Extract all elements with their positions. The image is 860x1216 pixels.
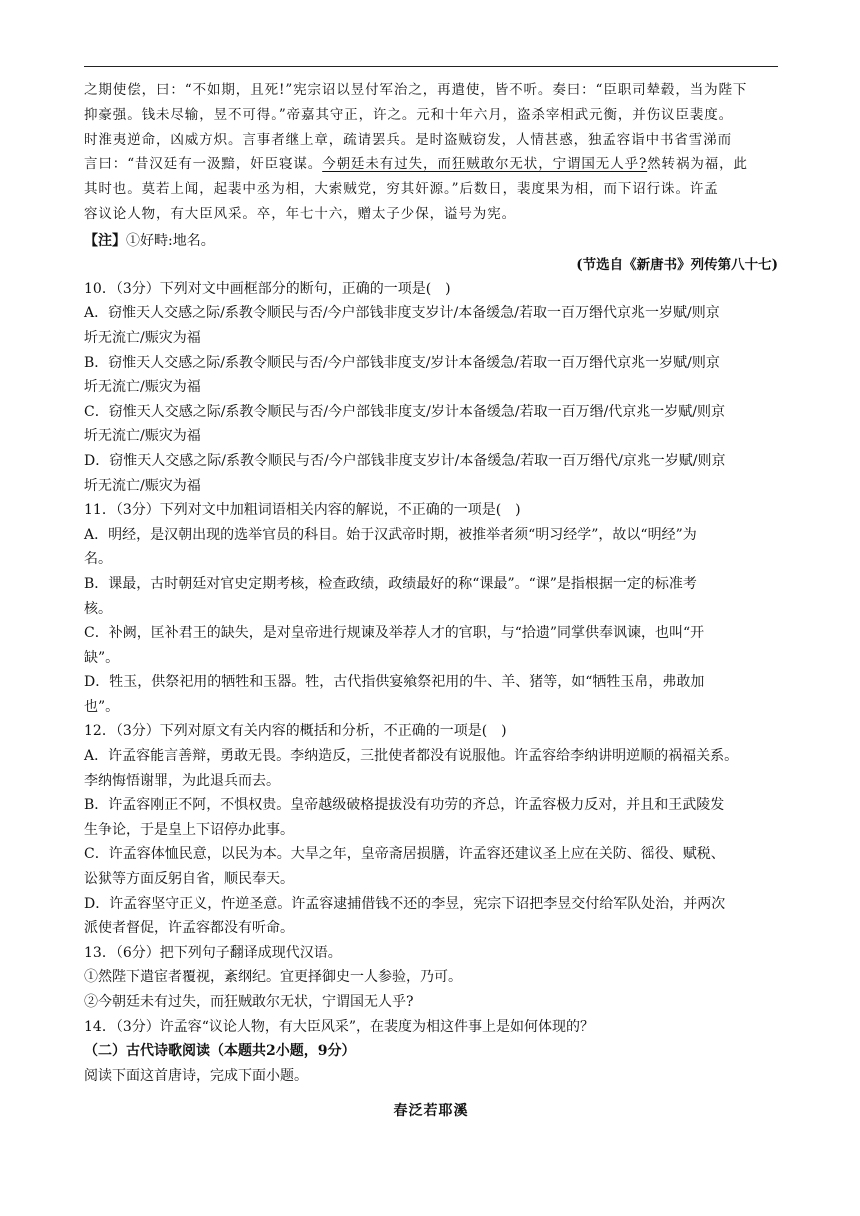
option-c: C．窃惟天人交感之际/系教令顺民与否/今户部钱非度支/岁计本备缓急/若取一百万缗/代京兆一岁赋/则京 [84, 403, 726, 420]
option-b-cont: 核。 [84, 600, 112, 617]
question-14 [84, 1015, 778, 1040]
section-title: （二）古代诗歌阅读（本题共2小题，9分） [84, 1043, 356, 1060]
passage-text: 然转祸为福，此 [647, 156, 748, 173]
option-d-cont: 派使者督促，许孟容都没有听命。 [84, 920, 294, 937]
underlined-sentence: 今朝廷未有过失，而狂贼敢尔无状，宁谓国无人乎? [322, 156, 648, 173]
option-c: C．许孟容体恤民意，以民为本。大旱之年，皇帝斋居损膳，许孟容还建议圣上应在关防、徭役、赋税、 [84, 846, 725, 863]
option-c-cont: 缺”。 [84, 649, 120, 666]
passage-line [84, 152, 778, 177]
option-b: B．窃惟天人交感之际/系教令顺民与否/今户部钱非度支/岁计本备缓急/若取一百万缗代京兆一岁赋/则京 [84, 354, 720, 371]
option-d: D．窃惟天人交感之际/系教令顺民与否/今户部钱非度支岁计/本备缓急/若取一百万缗代/京兆一岁赋/则京 [84, 452, 726, 469]
question-11 [84, 498, 778, 719]
option-d: D．牲玉，供祭祀用的牺牲和玉器。牲，古代指供宴飨祭祀用的牛、羊、猪等，如“牺牲玉帛，弗敢加 [84, 674, 705, 691]
option-a-cont: 名。 [84, 551, 112, 568]
option-b: B．课最，古时朝廷对官史定期考核，检查政绩，政绩最好的称“课最”。“课”是指根据一定的标准考 [84, 575, 697, 592]
section-instruction: 阅读下面这首唐诗，完成下面小题。 [84, 1067, 308, 1084]
option-d-cont: 也”。 [84, 698, 120, 715]
passage-line: 其时也。莫若上闻，起裴中丞为相，大索贼党，穷其奸源。”后数日，裴度果为相，而下诏行诛。许孟 [84, 181, 719, 198]
option-c-cont: 讼狱等方面反躬自省，顺民奉天。 [84, 871, 294, 888]
question-13 [84, 941, 778, 1015]
passage [84, 78, 778, 227]
question-12 [84, 719, 778, 940]
header-rule [84, 66, 778, 67]
document-page [84, 78, 778, 1120]
passage-line: 容议论人物，有大臣风采。卒，年七十六，赠太子少保，谥号为宪。 [84, 205, 516, 222]
section-poetry [84, 1039, 778, 1120]
passage-text: 言曰：“昔汉廷有一汲黯，奸臣寝谋。 [84, 156, 323, 173]
option-d-cont: 圻无流亡/赈灾为福 [84, 477, 201, 494]
option-c: C．补阙，匡补君王的缺失，是对皇帝进行规谏及举荐人才的官职，与“拾遗”同掌供奉讽谏，也叫“开 [84, 625, 705, 642]
question-stem: 12．（3分）下列对原文有关内容的概括和分析，不正确的一项是( ) [84, 723, 507, 740]
option-d: D．许孟容坚守正义，忤逆圣意。许孟容逮捕借钱不还的李昱，宪宗下诏把李昱交付给军队处治，并两次 [84, 895, 726, 912]
annotation-note [84, 229, 778, 253]
question-stem: 13．（6分）把下列句子翻译成现代汉语。 [84, 944, 342, 961]
option-b-cont: 圻无流亡/赈灾为福 [84, 379, 201, 396]
option-b-cont: 生争论，于是皇上下诏停办此事。 [84, 821, 294, 838]
note-text: ①好畤:地名。 [126, 232, 215, 249]
translate-sentence-1: ①然陛下遣宦者覆视，紊纲纪。宜更择御史一人参验，乃可。 [84, 969, 462, 986]
option-a: A．许孟容能言善辩，勇敢无畏。李纳造反，三批使者都没有说服他。许孟容给李纳讲明逆顺的祸福关系。 [84, 748, 739, 765]
option-c-cont: 圻无流亡/赈灾为福 [84, 428, 201, 445]
option-b: B．许孟容刚正不阿，不惧权贵。皇帝越级破格提拔没有功劳的齐总，许孟容极力反对，并且和王武陵发 [84, 797, 725, 814]
question-stem: 10．（3分）下列对文中画框部分的断句，正确的一项是( ) [84, 280, 451, 297]
question-10 [84, 277, 778, 498]
note-label: 【注】 [84, 232, 126, 249]
poem-title: 春泛若耶溪 [393, 1103, 469, 1120]
option-a: A．明经，是汉朝出现的选举官员的科目。始于汉武帝时期，被推举者须“明习经学”，故以“明经”为 [84, 526, 697, 543]
translate-sentence-2: ②今朝廷未有过失，而狂贼敢尔无状，宁谓国无人乎? [84, 994, 414, 1010]
question-stem: 14．（3分）许孟容“议论人物，有大臣风采”，在裴度为相这件事上是如何体现的？ [84, 1018, 595, 1035]
option-a-cont: 李纳悔悟谢罪，为此退兵而去。 [84, 772, 280, 789]
option-a: A．窃惟天人交感之际/系教令顺民与否/今户部钱非度支岁计/本备缓急/若取一百万缗代京兆一岁赋/则京 [84, 305, 720, 322]
passage-line: 之期使偿，曰：“不如期，且死!”宪宗诏以昱付军治之，再遣使，皆不听。奏曰：“臣职司辇毂，当为陛下 [84, 82, 748, 98]
option-a-cont: 圻无流亡/赈灾为福 [84, 329, 201, 346]
question-stem: 11．（3分）下列对文中加粗词语相关内容的解说，不正确的一项是( ) [84, 502, 521, 519]
passage-line: 抑豪强。钱未尽输，昱不可得。”帝嘉其守正，许之。元和十年六月，盗杀宰相武元衡，并伤议臣裴度。 [84, 106, 734, 123]
source-citation: (节选自《新唐书》列传第八十七) [576, 256, 778, 273]
passage-line: 时淮夷逆命，凶威方炽。言事者继上章，疏请罢兵。是时盗贼窃发，人情甚惑，独孟容诣中书省雪涕而 [84, 131, 732, 148]
